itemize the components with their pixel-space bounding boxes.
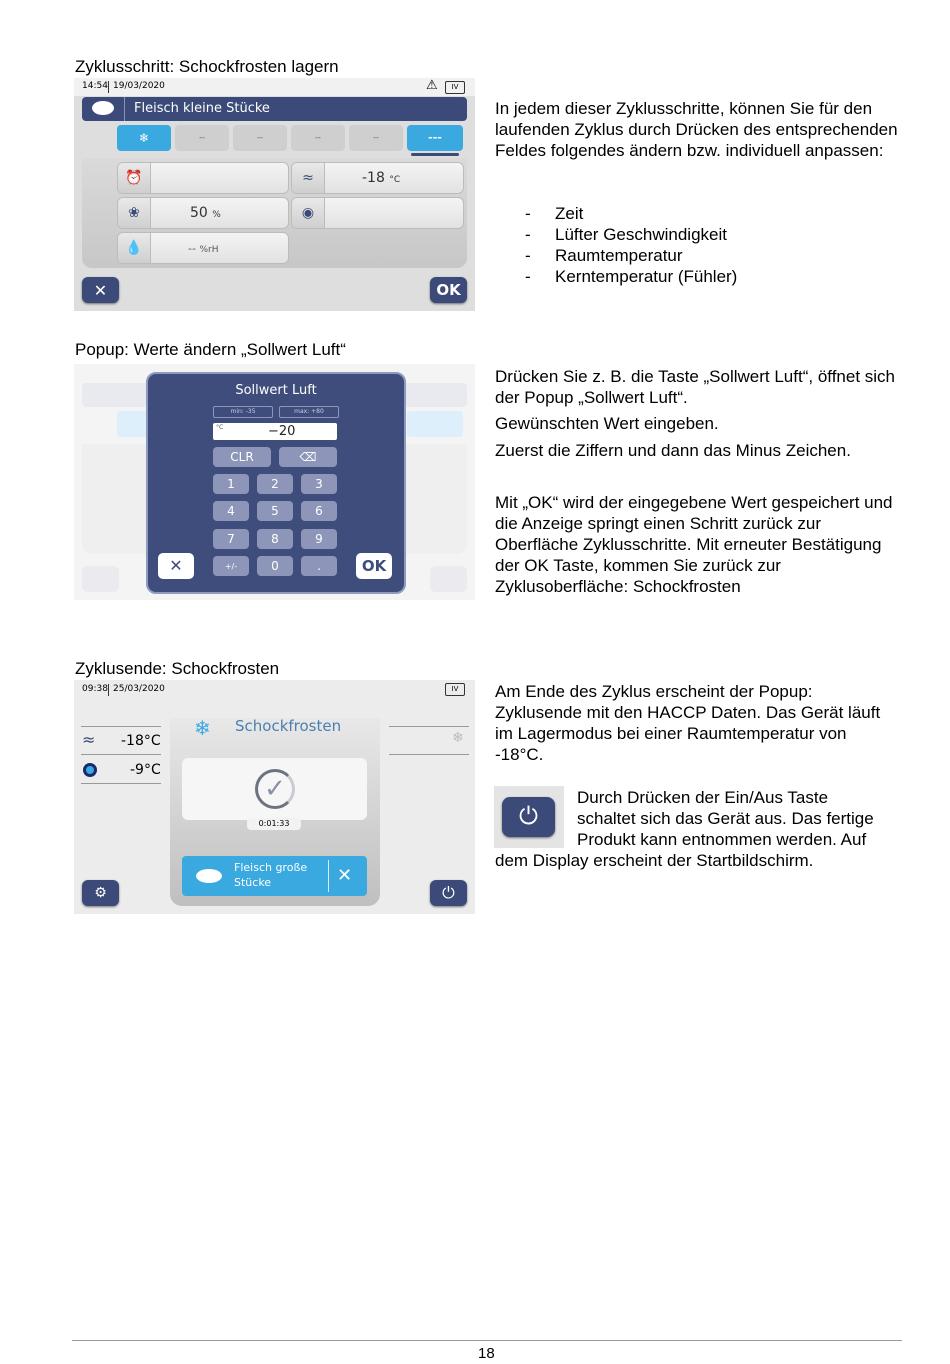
section1-intro: In jedem dieser Zyklusschritte, können Sie für den laufenden Zyklus durch Drücken des entsprechenden Feldes folgendes ändern bzw. individuell anpassen: xyxy=(495,99,898,160)
page-number: 18 xyxy=(478,1345,495,1362)
cancel-button[interactable] xyxy=(82,277,119,303)
section3-para2-line1: Durch Drücken der Ein/Aus Taste xyxy=(577,788,829,807)
cycle-title: Schockfrosten xyxy=(235,717,342,735)
tab-step-4[interactable]: -- xyxy=(291,125,345,151)
clock-time: 14:54 xyxy=(82,81,108,91)
snowflake-icon: ❄ xyxy=(138,131,150,145)
clear-button[interactable]: CLR xyxy=(213,447,271,467)
tab-freeze[interactable] xyxy=(117,125,171,151)
key-4[interactable]: 4 xyxy=(213,501,249,521)
tab-storage[interactable]: --- xyxy=(407,125,463,151)
gear-icon: ⚙ xyxy=(94,885,107,901)
section2-para1: Drücken Sie z. B. die Taste „Sollwert Luft“, öffnet sich der Popup „Sollwert Luft“. xyxy=(495,367,895,407)
list-item: - Raumtemperatur xyxy=(495,245,895,266)
section3-para2-line4: dem Display erscheint der Startbildschirm. xyxy=(495,851,814,870)
power-icon: ⏻ xyxy=(519,803,538,830)
time-field[interactable] xyxy=(117,162,289,194)
key-9[interactable]: 9 xyxy=(301,529,337,549)
clock-time: 09:38 xyxy=(82,684,108,694)
meat-icon xyxy=(92,101,114,115)
warning-icon[interactable]: ⚠ xyxy=(426,78,438,93)
settings-button[interactable] xyxy=(82,880,119,906)
fan-value: 50 xyxy=(190,205,208,221)
air-temp-reading: -18°C xyxy=(121,733,161,749)
tab-step-3[interactable]: -- xyxy=(233,125,287,151)
snowflake-icon: ❄ xyxy=(452,730,464,746)
freeze-icon: ❄ xyxy=(194,716,211,740)
key-3[interactable]: 3 xyxy=(301,474,337,494)
level-badge: IV xyxy=(445,683,465,696)
section2-heading: Popup: Werte ändern „Sollwert Luft“ xyxy=(75,340,346,359)
close-icon: ✕ xyxy=(93,280,108,300)
tab-step-2[interactable]: -- xyxy=(175,125,229,151)
key-1[interactable]: 1 xyxy=(213,474,249,494)
duration-label: 0:01:33 xyxy=(247,818,301,830)
backspace-button[interactable] xyxy=(279,447,337,467)
ok-button[interactable]: OK xyxy=(430,277,467,303)
key-7[interactable]: 7 xyxy=(213,529,249,549)
section3-heading: Zyklusende: Schockfrosten xyxy=(75,659,280,678)
fan-icon: ❀ xyxy=(118,198,151,228)
value-display: −20 xyxy=(268,424,296,439)
status-box xyxy=(182,758,367,820)
date-label: 25/03/2020 xyxy=(113,684,165,694)
humidity-unit: %rH xyxy=(199,245,219,255)
unit-label: °C xyxy=(216,424,224,431)
screenshot-popup xyxy=(74,364,475,600)
humidity-icon: 💧 xyxy=(118,233,151,263)
program-name-line1: Fleisch große xyxy=(234,861,308,874)
humidity-value: -- xyxy=(188,242,196,255)
humidity-field[interactable] xyxy=(117,232,289,264)
list-item: - Lüfter Geschwindigkeit xyxy=(495,224,895,245)
list-item: - Zeit xyxy=(495,203,895,224)
core-temp-reading: -9°C xyxy=(130,762,161,778)
air-temp-icon: ≈ xyxy=(82,730,96,749)
core-probe-icon: ◉ xyxy=(292,198,325,228)
popup-title: Sollwert Luft xyxy=(235,383,317,398)
section3-para1: Am Ende des Zyklus erscheint der Popup: Zyklusende mit den HACCP Daten. Das Gerät läuft im Lagermodus bei einer Raumtemperatur von -18°C. xyxy=(495,682,881,764)
popup-cancel-button[interactable] xyxy=(158,553,194,579)
key-decimal[interactable]: . xyxy=(301,556,337,576)
list-item: - Kerntemperatur (Fühler) xyxy=(495,266,895,287)
min-label: min: -35 xyxy=(213,406,273,418)
fan-field[interactable] xyxy=(117,197,289,229)
tab-step-5[interactable]: -- xyxy=(349,125,403,151)
power-button-illustration xyxy=(494,786,564,848)
program-bar[interactable] xyxy=(82,97,467,121)
meat-icon xyxy=(196,869,222,883)
popup-ok-button[interactable]: OK xyxy=(356,553,392,579)
close-icon[interactable]: ✕ xyxy=(337,865,353,886)
backspace-icon: ⌫ xyxy=(299,450,317,464)
key-2[interactable]: 2 xyxy=(257,474,293,494)
key-0[interactable]: 0 xyxy=(257,556,293,576)
footer-rule xyxy=(72,1340,902,1341)
key-8[interactable]: 8 xyxy=(257,529,293,549)
power-button[interactable] xyxy=(430,880,467,906)
screenshot-cycle-step xyxy=(74,78,475,311)
air-temp-unit: °C xyxy=(389,175,401,185)
date-label: 19/03/2020 xyxy=(113,81,165,91)
section3-para2-line3: Produkt kann entnommen werden. Auf xyxy=(577,830,867,849)
checkmark-icon: ✓ xyxy=(255,769,295,809)
air-temp-value: -18 xyxy=(362,170,385,186)
core-temp-field[interactable] xyxy=(291,197,464,229)
power-icon: ⏻ xyxy=(442,883,455,902)
close-icon: ✕ xyxy=(169,556,183,575)
section1-heading: Zyklusschritt: Schockfrosten lagern xyxy=(75,57,339,76)
section1-list xyxy=(495,203,895,287)
section2-para3: Zuerst die Ziffern und dann das Minus Zeichen. xyxy=(495,441,851,460)
max-label: max: +80 xyxy=(279,406,339,418)
core-probe-icon xyxy=(83,763,97,777)
setpoint-popup xyxy=(146,372,406,594)
program-name: Fleisch kleine Stücke xyxy=(134,101,270,116)
timer-icon: ⏰ xyxy=(118,163,151,193)
air-temp-icon: ≈ xyxy=(292,163,325,193)
section2-para2: Gewünschten Wert eingeben. xyxy=(495,414,719,433)
program-card[interactable] xyxy=(182,856,367,896)
key-5[interactable]: 5 xyxy=(257,501,293,521)
key-plus-minus[interactable]: +/- xyxy=(213,556,249,576)
fan-unit: % xyxy=(212,210,221,220)
value-input[interactable] xyxy=(213,423,337,440)
key-6[interactable]: 6 xyxy=(301,501,337,521)
screenshot-cycle-end xyxy=(74,680,475,914)
program-name-line2: Stücke xyxy=(234,876,272,889)
section2-para4: Mit „OK“ wird der eingegebene Wert gespeichert und die Anzeige springt einen Schritt zurück zur Oberfläche Zyklusschritte. Mit erneuter Bestätigung der OK Taste, kommen Sie zurück zur Zyklusoberfläche: Schockfrosten xyxy=(495,493,893,596)
section3-para2-line2: schaltet sich das Gerät aus. Das fertige xyxy=(577,809,874,828)
level-badge: IV xyxy=(445,81,465,94)
air-temp-field[interactable] xyxy=(291,162,464,194)
